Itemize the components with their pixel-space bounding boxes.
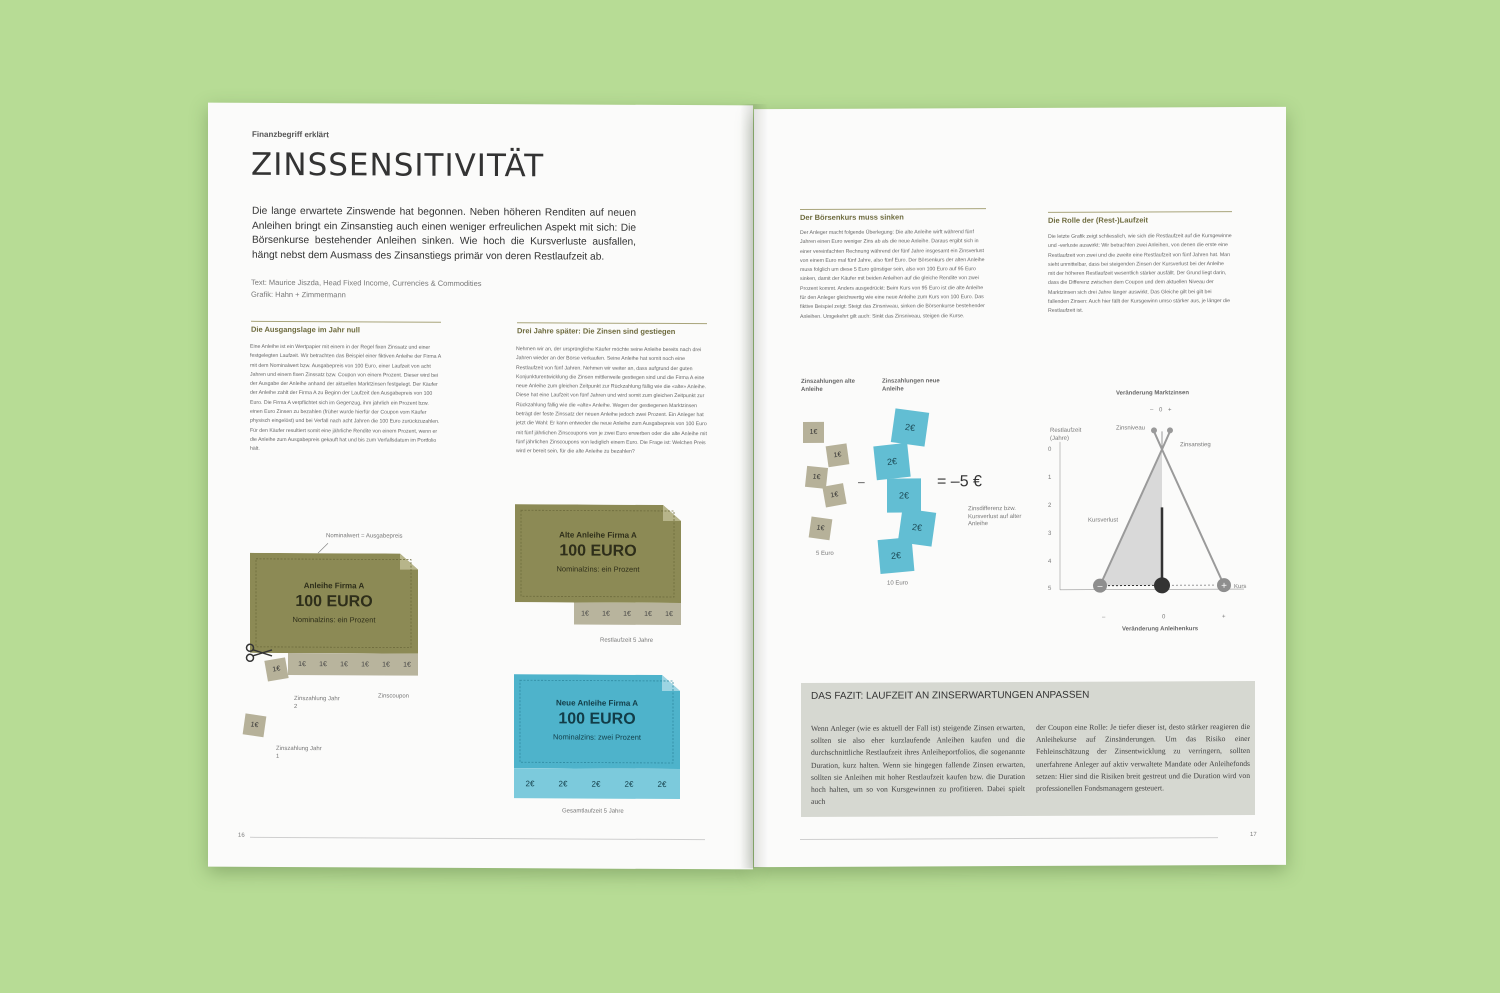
old-coupon: 1€ [809, 517, 833, 541]
new-coupons-label: Zinszahlungen neue Anleihe [882, 378, 940, 393]
minus-sign: – [858, 474, 865, 489]
loose-coupon: 1€ [243, 713, 267, 737]
fazit-heading: DAS FAZIT: LAUFZEIT AN ZINSERWARTUNGEN ANPASSEN [811, 689, 1090, 702]
y-tick: 5 [1048, 585, 1052, 592]
coupon: 2€ [591, 779, 601, 789]
kicker: Finanzbegriff erklärt [252, 129, 329, 140]
y-tick: 0 [1048, 446, 1052, 453]
top-mark-plus: + [1168, 407, 1172, 414]
page-title: ZINSSENSITIVITÄT [251, 146, 545, 185]
loose-coupon-label: Zinszahlung Jahr 1 [276, 745, 322, 760]
coupon: 2€ [525, 778, 535, 788]
top-mark-minus: – [1150, 407, 1154, 414]
old-coupon: 1€ [805, 466, 828, 489]
coupon: 1€ [602, 610, 610, 618]
coupon-label: Zinscoupon [378, 693, 410, 700]
calc-result-note: Zinsdifferenz bzw. Kursverlust auf alter Anleihe [968, 506, 1022, 528]
calc-result: = –5 € [937, 473, 982, 491]
bond1-name: Anleihe Firma A [303, 581, 365, 591]
bottom-mark-zero: 0 [1162, 614, 1166, 621]
old-coupons-sum: 5 Euro [816, 550, 834, 557]
bond3-amount: 100 EURO [558, 710, 636, 728]
bond-firma-a [250, 553, 418, 654]
new-coupon: 2€ [873, 443, 910, 480]
svg-text:+: + [1221, 580, 1227, 592]
tent-diagram [1054, 417, 1254, 618]
y-tick: 3 [1048, 530, 1052, 537]
bond3-coupon-strip [514, 768, 680, 799]
right-page [754, 107, 1286, 867]
bond3-name: Neue Anleihe Firma A [555, 698, 639, 708]
section-heading-ausgangslage: Die Ausgangslage im Jahr null [251, 321, 441, 335]
lead-paragraph: Die lange erwartete Zinswende hat begonnen. Neben höheren Renditen auf neuen Anleihen bringt ein Zinsanstieg auch einen weniger erfreulichen Aspekt mit sich: Die Börsenkurse bestehender Anleihen sinken. Wie hoch die Kursverluste ausfallen, hängt nebst dem Ausmass des Zinsanstiegs primär von deren Restlaufzeit ab. [252, 205, 636, 263]
coupon: 2€ [657, 779, 667, 789]
coupon: 1€ [581, 610, 589, 618]
new-coupons-sum: 10 Euro [887, 580, 909, 587]
section-body-laufzeit: Die letzte Grafik zeigt schliesslich, wie sich die Restlaufzeit auf die Kursgewinne und -verluste auswirkt: Wir betrachten zwei Anleihen, von denen die erste eine Restlaufzeit von zwei und die zweite eine Restlaufzeit von fünf Jahren hat. Man sieht unmittelbar, dass bei steigenden Zinsen der Kursverlust bei der Anleihe mit der höheren Restlaufzeit wesentlich stärker ausfällt. Der Grund liegt darin, dass die Differenz zwischen dem Coupon und dem aktuellen Niveau der Marktzinsen sich drei Jahre länger auswirkt. Das Gleiche gilt bei gilt bei fallenden Zinsen: Auch hier fällt der Kursgewinn umso stärker aus, je länger die Restlaufzeit ist. [1048, 233, 1232, 315]
new-coupon: 2€ [887, 478, 921, 512]
bond2-coupon-strip [574, 602, 681, 625]
label-kurs: Kurs [1234, 584, 1247, 591]
section-body-boersenkurs: Der Anleger macht folgende Überlegung: Die alte Anleihe wirft während fünf Jahren einen Euro weniger Zins ab als die neue Anleihe. Daraus ergibt sich in einer vereinfachten Rechnung während der fünf Jahre insgesamt ein Zinsverlust von einem Euro mal fünf Jahre, also fünf Euro. Der Börsenkurs der alten Anleihe muss folglich um diese 5 Euro günstiger sein, also von 100 Euro auf 95 Euro sinken, damit der Käufer mit beiden Anleihen auf die gleiche Rendite von zwei Prozent kommt. Anders ausgedrückt: Beim Kurs von 95 Euro ist die alte Anleihe für den Anleger gleichwertig wie eine neue Anleihe zum Kurs von 100 Euro. Das fiktive Beispiel zeigt: Steigt das Zinsniveau, sinken die Börsenkurse bestehender Anleihen. Umgekehrt gilt auch: Sinkt das Zinsniveau, steigen die Kurse. [800, 229, 985, 320]
bond-neue-anleihe [514, 674, 680, 769]
left-page [208, 103, 753, 870]
x-axis-title: Veränderung Anleihenkurs [1122, 626, 1199, 633]
diagram-title: Veränderung Marktzinsen [1116, 390, 1190, 397]
new-coupon: 2€ [898, 508, 936, 546]
coupon: 1€ [319, 660, 327, 668]
coupon: 1€ [382, 660, 390, 669]
bond-alte-anleihe [515, 504, 681, 603]
label-kursverlust: Kursverlust [1088, 517, 1119, 524]
fazit-box [801, 681, 1255, 817]
old-coupon: 1€ [826, 443, 850, 467]
old-coupons-label: Zinszahlungen alte Anleihe [801, 378, 856, 393]
section-heading-drei-jahre: Drei Jahre später: Die Zinsen sind gestiegen [517, 322, 707, 336]
coupon: 1€ [361, 660, 369, 668]
page-number: 17 [1250, 831, 1257, 838]
coupon: 1€ [644, 610, 652, 618]
fazit-column-1: Wenn Anleger (wie es aktuell der Fall ist) steigende Zinsen erwarten, sollten sie also eher kurzlaufende Anleihen kaufen und die durchschnittliche Restlaufzeit ihres Anleiheportfolios, die sogenannte Duration, kurz halten. Wenn sie hingegen fallende Zinsen erwarten, sollten sie Anleihen mit hoher Restlaufzeit kaufen bzw. die Duration hoch halten, um so von Kursgewinnen zu profitieren. Dabei spielt auch [811, 722, 1025, 807]
old-coupon: 1€ [803, 422, 824, 443]
section-heading-boersenkurs: Der Börsenkurs muss sinken [800, 208, 986, 222]
y-axis-label: Restlaufzeit (Jahre) [1050, 427, 1082, 442]
y-tick: 2 [1048, 502, 1052, 509]
y-tick: 4 [1048, 558, 1052, 565]
bond1-rate: Nominalzins: ein Prozent [292, 615, 376, 625]
cut-coupon: 1€ [264, 657, 288, 681]
coupon: 2€ [558, 778, 568, 788]
y-tick: 1 [1048, 474, 1052, 481]
credit-text: Text: Maurice Jiszda, Head Fixed Income, Currencies & Commodities [251, 277, 482, 289]
coupon: 1€ [665, 610, 673, 618]
coupon: 1€ [340, 660, 348, 668]
bond2-label: Restlaufzeit 5 Jahre [600, 637, 654, 644]
new-coupon: 2€ [878, 537, 915, 574]
bond1-coupon-strip [288, 653, 418, 676]
credit-graphic: Grafik: Hahn + Zimmermann [251, 289, 346, 300]
fazit-column-2: der Coupon eine Rolle: Je tiefer dieser ist, desto stärker reagieren die Anleihekurse auf Zinsänderungen. Um das Risiko einer Fehleinschätzung der Zinsentwicklung zu verringern, sollten unerfahrene Anleger auf aktiv verwaltete Mandate oder Anleihefonds setzen: Hier sind die Risiken breit gestreut und die Duration wird von professionellen Fondsmanagern gesteuert. [1036, 721, 1250, 793]
old-coupon: 1€ [822, 483, 846, 507]
bottom-mark-plus: + [1222, 614, 1226, 621]
section-body-ausgangslage: Eine Anleihe ist ein Wertpapier mit einem in der Regel fixen Zinssatz und einer festgelegten Laufzeit. Wir betrachten das Beispiel einer fiktiven Anleihe der Firma A mit dem Nominalwert bzw. Ausgabepreis von 100 Euro, einer Laufzeit von acht Jahren und einem fixen Zinssatz bzw. Coupon von einem Prozent. Dieser wird bei der Ausgabe der Anleihe anhand der aktuellen Marktzinsen festgelegt. Der Käufer der Anleihe zahlt der Firma A zu Beginn der Laufzeit den Ausgabepreis von 100 Euro. Die Firma A verpflichtet sich im Gegenzug, ihm jährlich ein Prozent bzw. einen Euro Zinsen zu bezahlen (früher wurde hierfür der Coupon vom Käufer physisch eingelöst) und bei Verfall nach acht Jahren die 100 Euro zurückzuzahlen. Für den Käufer resultiert somit eine jährliche Rendite von einem Prozent, wenn er die Anleihe zum Ausgabepreis gekauft hat und bis zum Verfallsdatum im Portfolio hält. [250, 343, 441, 453]
label-zinsanstieg: Zinsanstieg [1180, 442, 1211, 449]
nominal-label: Nominalwert = Ausgabepreis [326, 533, 403, 540]
page-number: 16 [238, 832, 245, 839]
section-heading-laufzeit: Die Rolle der (Rest-)Laufzeit [1048, 211, 1232, 225]
new-coupon: 2€ [891, 408, 929, 446]
label-zinsniveau: Zinsniveau [1116, 425, 1146, 432]
footer-rule [250, 837, 705, 840]
coupon: 1€ [298, 660, 306, 668]
bond2-amount: 100 EURO [559, 542, 637, 560]
bond3-rate: Nominalzins: zwei Prozent [553, 732, 641, 742]
bond3-label: Gesamtlaufzeit 5 Jahre [562, 808, 624, 815]
coupon: 2€ [624, 779, 634, 789]
bond2-rate: Nominalzins: ein Prozent [556, 564, 640, 574]
bond2-name: Alte Anleihe Firma A [559, 530, 637, 540]
bond1-amount: 100 EURO [295, 593, 373, 611]
coupon: 1€ [623, 610, 631, 618]
footer-rule [800, 837, 1218, 840]
svg-text:–: – [1097, 580, 1103, 591]
cut-coupon-label: Zinszahlung Jahr 2 [294, 696, 340, 710]
coupon: 1€ [403, 661, 411, 669]
top-mark-zero: 0 [1159, 407, 1163, 414]
section-body-drei-jahre: Nehmen wir an, der ursprüngliche Käufer möchte seine Anleihe bereits nach drei Jahren wieder an der Börse verkaufen. Seine Anleihe hat somit noch eine Restlaufzeit von fünf Jahren. Nehmen wir weiter an, dass aufgrund der guten Konjunkturentwicklung die Zinsen mittlerweile gestiegen sind und die Firma A eine neue Anleihe zum gleichen Zeitpunkt zur Rückzahlung fällig wie die «alte» Anleihe. Diese hat eine Laufzeit von fünf Jahren und wird somit zum gleichen Zeitpunkt zur Rückzahlung fällig wie die «alte» Anleihe. Wegen der gestiegenen Marktzinsen beträgt der feste Zinssatz der neuen Anleihe jedoch zwei Prozent. Ein Anleger hat jetzt die Wahl: Er kann entweder die neue Anleihe zum Ausgabepreis von 100 Euro mit fünf jährlichen Zinscoupons von je zwei Euro erwerben oder die alte Anleihe mit fünf jährlichen Zinscoupons von lediglich einem Euro. Die Frage ist: Welchen Preis wird er bereit sein, für die alte Anleihe zu bezahlen? [516, 346, 707, 456]
bottom-mark-minus: – [1102, 614, 1106, 621]
